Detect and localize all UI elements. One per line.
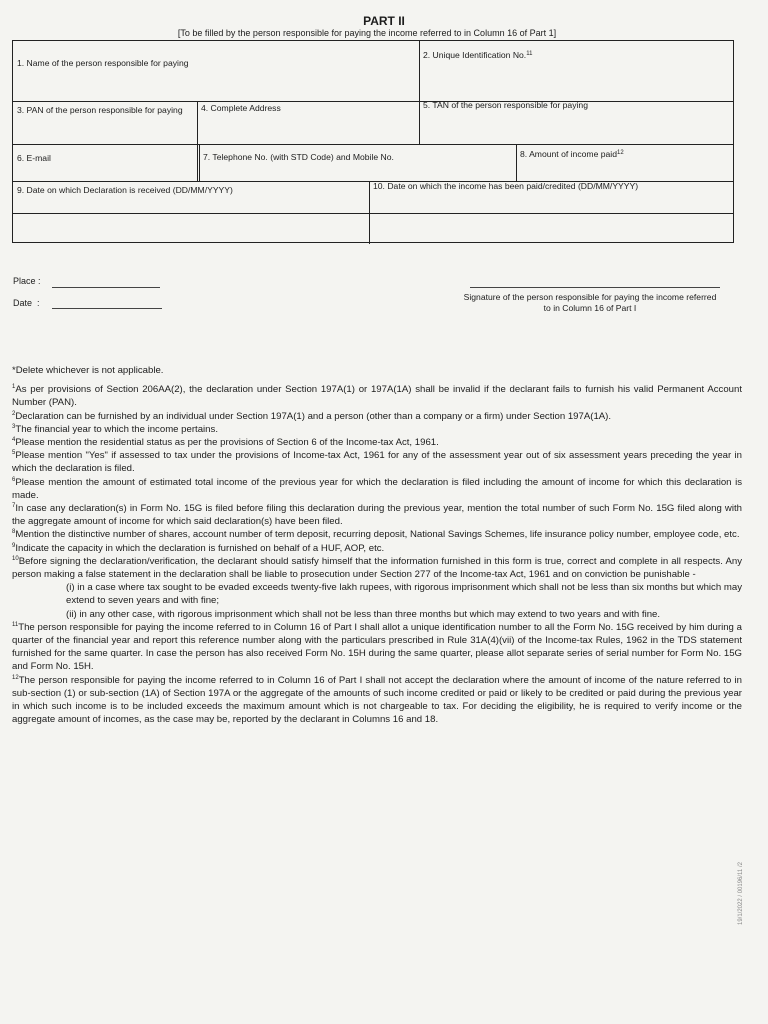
- field-amount-paid: [520, 149, 730, 160]
- footnote-ref: 11: [526, 51, 533, 57]
- field-unique-id-label: 2. Unique Identification No.: [423, 50, 527, 60]
- field-declaration-date: 9. Date on which Declaration is received (DD/MM/YYYY): [17, 185, 233, 195]
- note-11: $^{11}$The person responsible for paying the income referred to in Column 16 of Part I shall allot a unique identification number to all the Form No. 15G received by him during a quarter of the financial year and report this reference number along with the particulars prescribed in Rule 31A(4)(vii) of the Income-tax Rules, 1962 in the TDS statement furnished for the same quarter. In case the person has also received Form No. 15H during the same quarter, please allot separate series of serial number for Form No. 15G and Form No. 15H.: [12, 621, 742, 673]
- signature-line: [470, 287, 720, 288]
- field-address: 4. Complete Address: [201, 103, 281, 113]
- part-title: PART II: [363, 14, 405, 28]
- margin-print-code: 19/1/2022 / 00196/11 /2: [738, 862, 744, 925]
- field-email: 6. E-mail: [17, 153, 51, 163]
- note-6: $^6$Please mention the amount of estimated total income of the previous year for which the declaration is filed including the amount of income for which this declaration is made.: [12, 476, 742, 501]
- field-amount-paid-label: 8. Amount of income paid: [520, 149, 617, 159]
- note-9: $^9$Indicate the capacity in which the declaration is furnished on behalf of a HUF, AOP, etc.: [12, 542, 385, 554]
- field-unique-id: [423, 50, 723, 61]
- field-paid-date: 10. Date on which the income has been paid/credited (DD/MM/YYYY): [373, 181, 639, 191]
- footnotes: [12, 364, 742, 726]
- note-4: $^4$Please mention the residential status as per the provisions of Section 6 of the Income-tax Act, 1961.: [12, 437, 439, 449]
- note-5: $^5$Please mention "Yes" if assessed to tax under the provisions of Income-tax Act, 1961 for any of the assessment year out of six assessment years preceding the year in which the declaration is filed.: [12, 450, 742, 475]
- field-telephone: 7. Telephone No. (with STD Code) and Mobile No.: [203, 152, 394, 162]
- payer-details-table: [12, 40, 734, 243]
- footnote-ref: 12: [616, 150, 624, 156]
- note-10-ii: (ii) in any other case, with rigorous imprisonment which shall not be less than three months but which may extend to two years and with fine.: [66, 608, 661, 620]
- field-tan: 5. TAN of the person responsible for paying: [423, 100, 588, 110]
- note-7: $^7$In case any declaration(s) in Form No. 15G is filed before filing this declaration during the previous year, mention the total number of such Form No. 15G filed along with the aggregate amount of income for which said declaration(s) have been filed.: [12, 503, 742, 528]
- note-10: $^{10}$Before signing the declaration/verification, the declarant should satisfy himself that the information furnished in this form is true, correct and complete in all respects. Any person making a false statement in the declaration shall be liable to prosecution under Section 277 of the Income-tax Act, 1961 and on conviction be punishable -: [12, 555, 742, 581]
- note-10-i: (i) in a case where tax sought to be evaded exceeds twenty-five lakh rupees, with rigorous imprisonment which shall not be less than six months but which may extend to seven years and with fine;: [66, 582, 742, 607]
- place-label: Place :: [13, 276, 41, 286]
- note-delete: *Delete whichever is not applicable.: [12, 365, 164, 376]
- note-12: $^{12}$The person responsible for paying the income referred to in Column 16 of Part I shall not accept the declaration where the amount of income of the nature referred to in sub-section (1) or sub-section (1A) of Section 197A or the aggregate of the amounts of such income credited or paid or likely to be credited or paid during the previous year in which such income is to be included exceeds the maximum amount which is not chargeable to tax. For deciding the eligibility, he is required to verify income or the aggregate amount of incomes, as the case may be, reported by the declarant in Columns 16 and 18.: [12, 674, 742, 726]
- note-3: $^3$The financial year to which the income pertains.: [12, 423, 218, 435]
- place-line: [52, 287, 160, 288]
- date-line: [52, 308, 162, 309]
- note-1: $^1$As per provisions of Section 206AA(2), the declaration under Section 197A(1) or 197A(1A) shall be invalid if the declarant fails to furnish his valid Permanent Account Number (PAN).: [12, 384, 742, 409]
- part-subtitle: [To be filled by the person responsible for paying the income referred to in Column 16 of Part 1]: [177, 28, 557, 38]
- signature-caption: Signature of the person responsible for paying the income referred to in Column 16 of Part I: [463, 292, 717, 313]
- note-2: $^2$Declaration can be furnished by an individual under Section 197A(1) and a person (other than a company or a firm) under Section 197A(1A).: [12, 410, 612, 422]
- note-8: $^8$Mention the distinctive number of shares, account number of term deposit, recurring deposit, National Savings Schemes, life insurance policy number, employee code, etc.: [12, 529, 740, 541]
- field-payer-pan: 3. PAN of the person responsible for paying: [17, 105, 183, 115]
- field-payer-name: 1. Name of the person responsible for paying: [17, 58, 189, 68]
- date-label: Date :: [13, 298, 40, 308]
